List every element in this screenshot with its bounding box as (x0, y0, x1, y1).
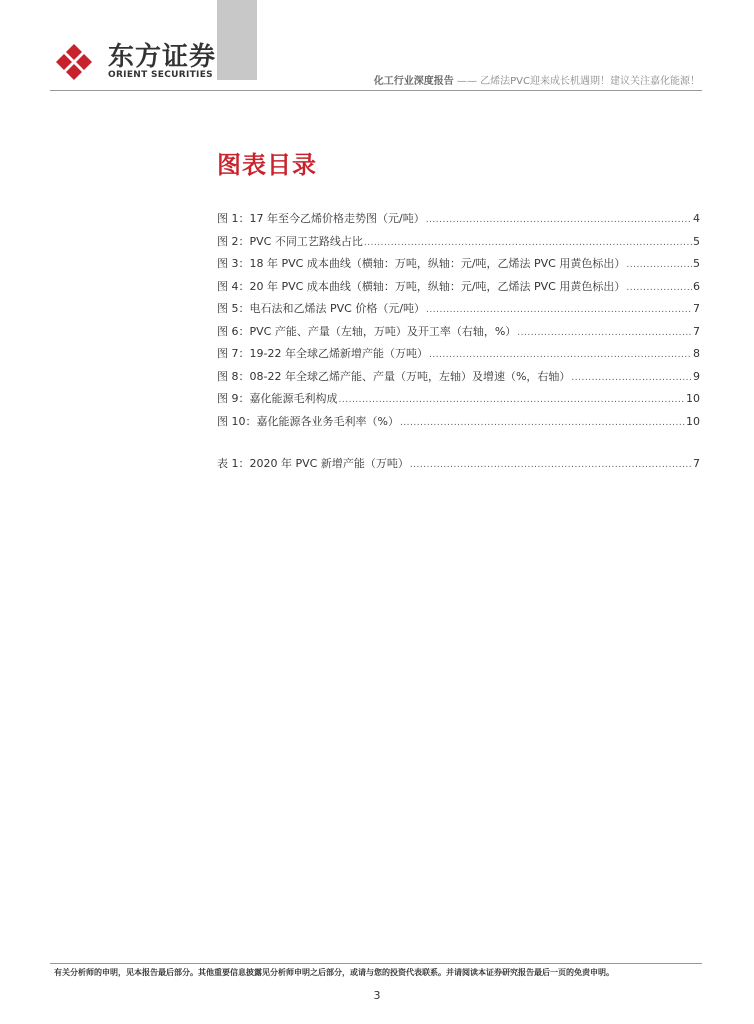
toc-entry-figure-8[interactable] (217, 370, 700, 393)
toc-entry-page: 7 (693, 457, 700, 470)
toc-entry-label: 图 8：08-22 年全球乙烯产能、产量（万吨，左轴）及增速（%，右轴） (217, 369, 571, 383)
toc-section-gap (217, 437, 700, 457)
toc-leader-dots (626, 281, 692, 295)
toc-entry-page: 5 (693, 234, 700, 248)
page-number: 3 (373, 989, 381, 1002)
toc-leader-dots (339, 393, 686, 407)
toc-leader-dots (400, 416, 685, 430)
logo-english-text: ORIENT SECURITIES (108, 70, 213, 80)
toc-entry-label: 图 2：PVC 不同工艺路线占比 (217, 234, 363, 248)
toc-entry-label: 图 7：19-22 年全球乙烯新增产能（万吨） (217, 347, 428, 360)
toc-entry-label: 表 1：2020 年 PVC 新增产能（万吨） (217, 457, 409, 470)
orient-securities-logo-icon (54, 42, 94, 82)
report-title: —— 乙烯法PVC迎来成长机遇期！建议关注嘉化能源！ (456, 76, 700, 87)
toc-leader-dots (626, 258, 692, 272)
toc-entry-label: 图 9：嘉化能源毛利构成 (217, 392, 338, 405)
toc-entry-page: 10 (686, 392, 700, 405)
toc-leader-dots (571, 371, 692, 385)
toc-entry-label: 图 5：电石法和乙烯法 PVC 价格（元/吨） (217, 302, 426, 315)
toc-leader-dots (429, 348, 692, 362)
toc-entry-label: 图 6：PVC 产能、产量（左轴，万吨）及开工率（右轴，%） (217, 324, 517, 338)
toc-leader-dots (517, 326, 692, 340)
toc-entry-label: 图 10：嘉化能源各业务毛利率（%） (217, 414, 399, 428)
toc-entry-figure-5[interactable] (217, 302, 700, 325)
toc-entry-figure-9[interactable] (217, 392, 700, 415)
logo-chinese-text: 东方证券 (108, 42, 217, 72)
toc-title: 图表目录 (217, 151, 317, 179)
footer-disclaimer: 有关分析师的申明，见本报告最后部分。其他重要信息披露见分析师申明之后部分，或请与您的投资代表联系。并请阅读本证券研究报告最后一页的免责申明。 (54, 968, 614, 977)
toc-entry-table-1[interactable] (217, 457, 700, 480)
toc-entry-page: 4 (693, 212, 700, 225)
report-header (374, 76, 700, 88)
toc-entry-page: 8 (693, 347, 700, 360)
toc-entry-figure-7[interactable] (217, 347, 700, 370)
toc-leader-dots (410, 458, 692, 472)
toc-entry-page: 9 (693, 369, 700, 383)
toc-entry-label: 图 1：17 年至今乙烯价格走势图（元/吨） (217, 212, 425, 225)
toc-entry-figure-2[interactable] (217, 235, 700, 258)
toc-entry-figure-3[interactable] (217, 257, 700, 280)
toc-entry-figure-1[interactable] (217, 212, 700, 235)
toc-leader-dots (426, 213, 692, 227)
header-grey-block (217, 0, 257, 80)
toc-leader-dots (364, 236, 692, 250)
toc-entry-figure-4[interactable] (217, 280, 700, 303)
footer-divider (50, 963, 702, 964)
toc-entry-label: 图 3：18 年 PVC 成本曲线（横轴：万吨，纵轴：元/吨，乙烯法 PVC 用黄色标出） (217, 257, 626, 270)
header-divider (50, 90, 702, 91)
toc-entry-page: 10 (686, 414, 700, 428)
toc-entry-page: 6 (693, 279, 700, 293)
report-type: 化工行业深度报告 (373, 76, 454, 87)
toc-entry-figure-6[interactable] (217, 325, 700, 348)
table-of-figures (217, 212, 700, 480)
toc-entry-figure-10[interactable] (217, 415, 700, 438)
toc-entry-label: 图 4：20 年 PVC 成本曲线（横轴：万吨，纵轴：元/吨，乙烯法 PVC 用黄色标出） (217, 279, 626, 293)
toc-entry-page: 7 (693, 302, 700, 315)
toc-entry-page: 7 (693, 324, 700, 338)
toc-leader-dots (426, 303, 692, 317)
toc-entry-page: 5 (693, 257, 700, 270)
